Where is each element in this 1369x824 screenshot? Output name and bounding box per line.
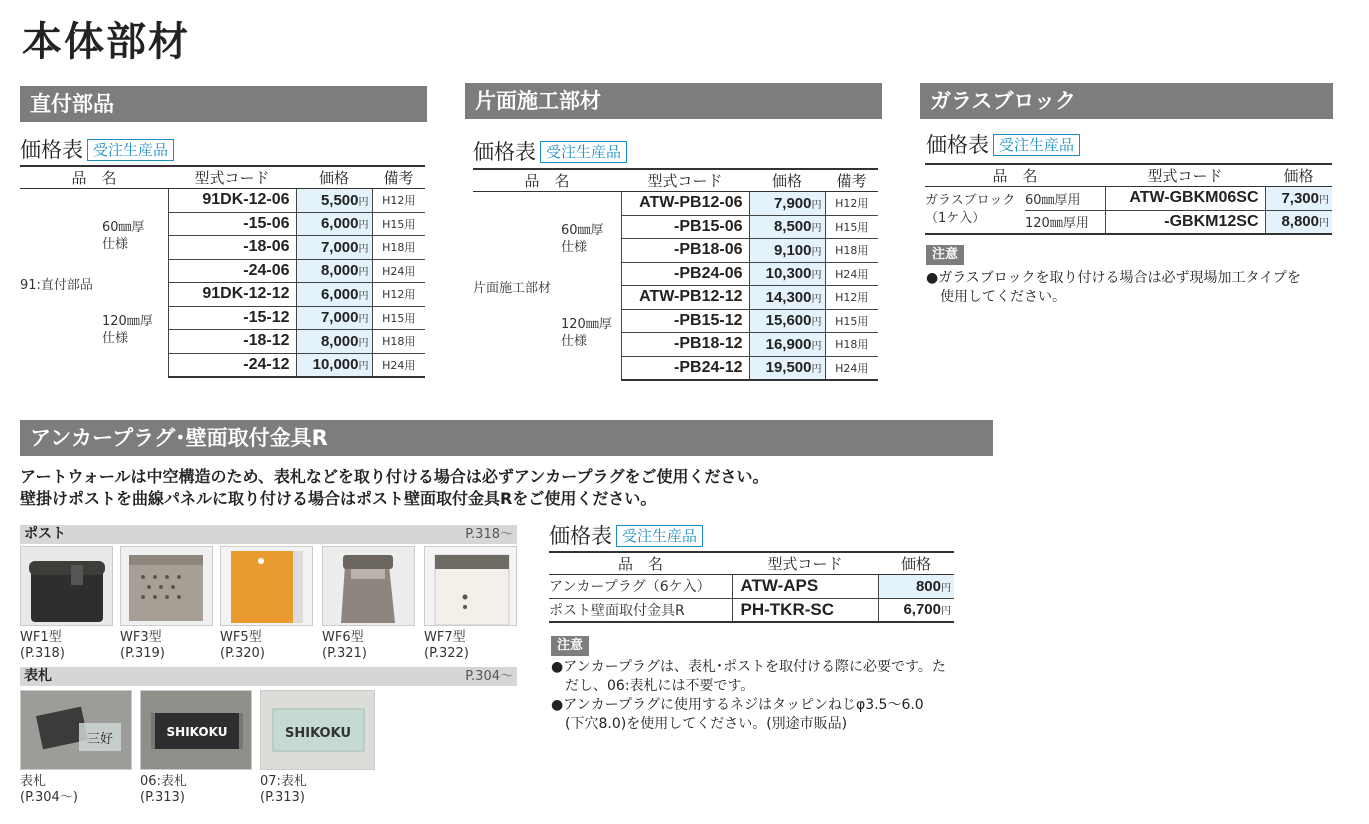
note-cell: H15用 — [825, 309, 878, 333]
nameplate-kanji-text: 三好 — [87, 732, 114, 747]
model-code: -24-12 — [168, 353, 296, 377]
col-model: 型式コード — [621, 169, 749, 192]
note-cell: H15用 — [825, 215, 878, 239]
section-header-direct: 直付部品 — [20, 86, 427, 122]
nameplate-caption: 表札 (P.304～) — [20, 774, 78, 805]
model-code: -15-06 — [168, 212, 296, 236]
note-cell: H24用 — [372, 259, 425, 283]
section-header-anchor: アンカープラグ･壁面取付金具R — [20, 420, 993, 456]
caution-text: ●ガラスブロックを取り付ける場合は必ず現場加工タイプを 使用してください。 — [926, 270, 1301, 305]
model-code: -PB24-06 — [621, 262, 749, 286]
col-note: 備考 — [372, 166, 425, 189]
nameplate-text: SHIKOKU — [166, 725, 228, 739]
anchor-intro: アートウォールは中空構造のため、表札などを取り付ける場合は必ずアンカープラグをご使用ください。 壁掛けポストを曲線パネルに取り付ける場合はポスト壁面取付金具Rをご使用ください。 — [20, 467, 769, 508]
price-cell: 7,900円 — [749, 192, 825, 216]
price-cell: 19,500円 — [749, 356, 825, 380]
model-code: ATW-GBKM06SC — [1105, 187, 1265, 211]
note-cell: H24用 — [825, 262, 878, 286]
section-header-glass: ガラスブロック — [920, 83, 1333, 119]
col-note: 備考 — [825, 169, 878, 192]
nameplate-gallery-label: 表札 P.304～ — [20, 667, 517, 686]
spec-label: 120㎜厚 仕様 — [561, 316, 612, 349]
nameplate-caption: 06:表札 (P.313) — [140, 774, 187, 805]
note-cell: H24用 — [372, 353, 425, 377]
col-price: 価格 — [878, 552, 954, 575]
price-cell: 6,000円 — [296, 212, 372, 236]
col-item: 品 名 — [20, 166, 168, 189]
anchor-table — [549, 551, 954, 623]
price-table-title-direct: 価格表 受注生産品 — [20, 136, 174, 164]
nameplate-image-1 — [20, 690, 132, 770]
made-to-order-badge: 受注生産品 — [616, 525, 703, 547]
price-table-title-single: 価格表 受注生産品 — [473, 138, 627, 166]
post-image-wf3 — [120, 546, 213, 626]
price-cell: 800円 — [878, 575, 954, 599]
post-caption: WF5型 (P.320) — [220, 630, 265, 661]
col-price: 価格 — [1265, 164, 1332, 187]
note-cell: H18用 — [825, 333, 878, 357]
post-gallery-label: ポスト P.318～ — [20, 525, 517, 544]
table-row — [549, 575, 954, 599]
model-code: -15-12 — [168, 306, 296, 330]
price-cell: 6,000円 — [296, 283, 372, 307]
post-image-wf6 — [322, 546, 415, 626]
price-cell: 7,300円 — [1265, 187, 1332, 211]
post-caption: WF7型 (P.322) — [424, 630, 469, 661]
made-to-order-badge: 受注生産品 — [993, 134, 1080, 156]
price-cell: 8,500円 — [749, 215, 825, 239]
col-model: 型式コード — [1105, 164, 1265, 187]
price-cell: 6,700円 — [878, 598, 954, 622]
price-table-title-glass: 価格表 受注生産品 — [926, 131, 1080, 159]
note-cell: H18用 — [372, 330, 425, 354]
post-image-wf5 — [220, 546, 313, 626]
section-header-single: 片面施工部材 — [465, 83, 882, 119]
nameplate-image-07 — [260, 690, 375, 770]
col-price: 価格 — [749, 169, 825, 192]
model-code: -PB18-12 — [621, 333, 749, 357]
single-side-parts-table — [473, 168, 878, 381]
direct-parts-table — [20, 165, 425, 378]
made-to-order-badge: 受注生産品 — [540, 141, 627, 163]
group-label: 91:直付部品 — [20, 277, 93, 293]
post-caption: WF1型 (P.318) — [20, 630, 65, 661]
spec-label: 120㎜厚用 — [1025, 210, 1105, 234]
price-cell: 14,300円 — [749, 286, 825, 310]
col-item: 品 名 — [549, 552, 732, 575]
model-code: 91DK-12-06 — [168, 189, 296, 213]
model-code: PH-TKR-SC — [732, 598, 878, 622]
col-model: 型式コード — [732, 552, 878, 575]
made-to-order-badge: 受注生産品 — [87, 139, 174, 161]
note-cell: H15用 — [372, 212, 425, 236]
price-cell: 8,000円 — [296, 259, 372, 283]
post-caption: WF6型 (P.321) — [322, 630, 367, 661]
price-cell: 10,000円 — [296, 353, 372, 377]
spec-label: 60㎜厚 仕様 — [102, 219, 145, 252]
table-row — [473, 192, 878, 216]
col-item: 品 名 — [473, 169, 621, 192]
col-item: 品 名 — [925, 164, 1105, 187]
price-table-title-anchor: 価格表 受注生産品 — [549, 522, 703, 550]
price-cell: 8,800円 — [1265, 210, 1332, 234]
group-label: 片面施工部材 — [473, 280, 552, 296]
caution-text: ●アンカープラグは、表札･ポストを取付ける際に必要です。た だし、06:表札には不要です。 ●アンカープラグに使用するネジはタッピンねじφ3.5～6.0 (下穴8.0)を使用してください。(別途市販品) — [551, 659, 946, 732]
model-code: -PB15-12 — [621, 309, 749, 333]
nameplate-text: SHIKOKU — [284, 726, 352, 741]
note-cell: H12用 — [372, 189, 425, 213]
spec-label: 60㎜厚 仕様 — [561, 222, 604, 255]
item-name: ポスト壁面取付金具R — [549, 598, 732, 622]
caution-label: 注意 — [926, 245, 964, 265]
note-cell: H15用 — [372, 306, 425, 330]
note-cell: H18用 — [825, 239, 878, 263]
nameplate-image-06 — [140, 690, 252, 770]
spec-label: 60㎜厚用 — [1025, 187, 1105, 211]
model-code: ATW-APS — [732, 575, 878, 599]
model-code: -18-06 — [168, 236, 296, 260]
model-code: -PB15-06 — [621, 215, 749, 239]
note-cell: H18用 — [372, 236, 425, 260]
price-cell: 16,900円 — [749, 333, 825, 357]
model-code: 91DK-12-12 — [168, 283, 296, 307]
price-cell: 10,300円 — [749, 262, 825, 286]
price-cell: 7,000円 — [296, 306, 372, 330]
model-code: -24-06 — [168, 259, 296, 283]
note-cell: H24用 — [825, 356, 878, 380]
price-cell: 9,100円 — [749, 239, 825, 263]
price-cell: 15,600円 — [749, 309, 825, 333]
post-image-wf1 — [20, 546, 113, 626]
page-ref: P.304～ — [465, 669, 513, 684]
table-row — [549, 598, 954, 622]
price-cell: 8,000円 — [296, 330, 372, 354]
col-model: 型式コード — [168, 166, 296, 189]
post-caption: WF3型 (P.319) — [120, 630, 165, 661]
page-ref: P.318～ — [465, 527, 513, 542]
table-row — [20, 189, 425, 213]
glass-caution — [926, 243, 1301, 307]
col-price: 価格 — [296, 166, 372, 189]
anchor-caution — [551, 634, 946, 734]
glass-block-table — [925, 163, 1332, 235]
spec-label: 120㎜厚 仕様 — [102, 313, 153, 346]
nameplate-caption: 07:表札 (P.313) — [260, 774, 307, 805]
note-cell: H12用 — [825, 286, 878, 310]
model-code: -PB24-12 — [621, 356, 749, 380]
table-row — [925, 187, 1332, 211]
note-cell: H12用 — [372, 283, 425, 307]
price-cell: 7,000円 — [296, 236, 372, 260]
item-name: アンカープラグ（6ケ入） — [549, 575, 732, 599]
item-name: ガラスブロック （1ケ入） — [925, 187, 1025, 235]
post-image-wf7 — [424, 546, 517, 626]
model-code: -18-12 — [168, 330, 296, 354]
page-title: 本体部材 — [22, 19, 190, 65]
note-cell: H12用 — [825, 192, 878, 216]
model-code: -PB18-06 — [621, 239, 749, 263]
price-cell: 5,500円 — [296, 189, 372, 213]
model-code: ATW-PB12-12 — [621, 286, 749, 310]
model-code: ATW-PB12-06 — [621, 192, 749, 216]
model-code: -GBKM12SC — [1105, 210, 1265, 234]
caution-label: 注意 — [551, 636, 589, 656]
